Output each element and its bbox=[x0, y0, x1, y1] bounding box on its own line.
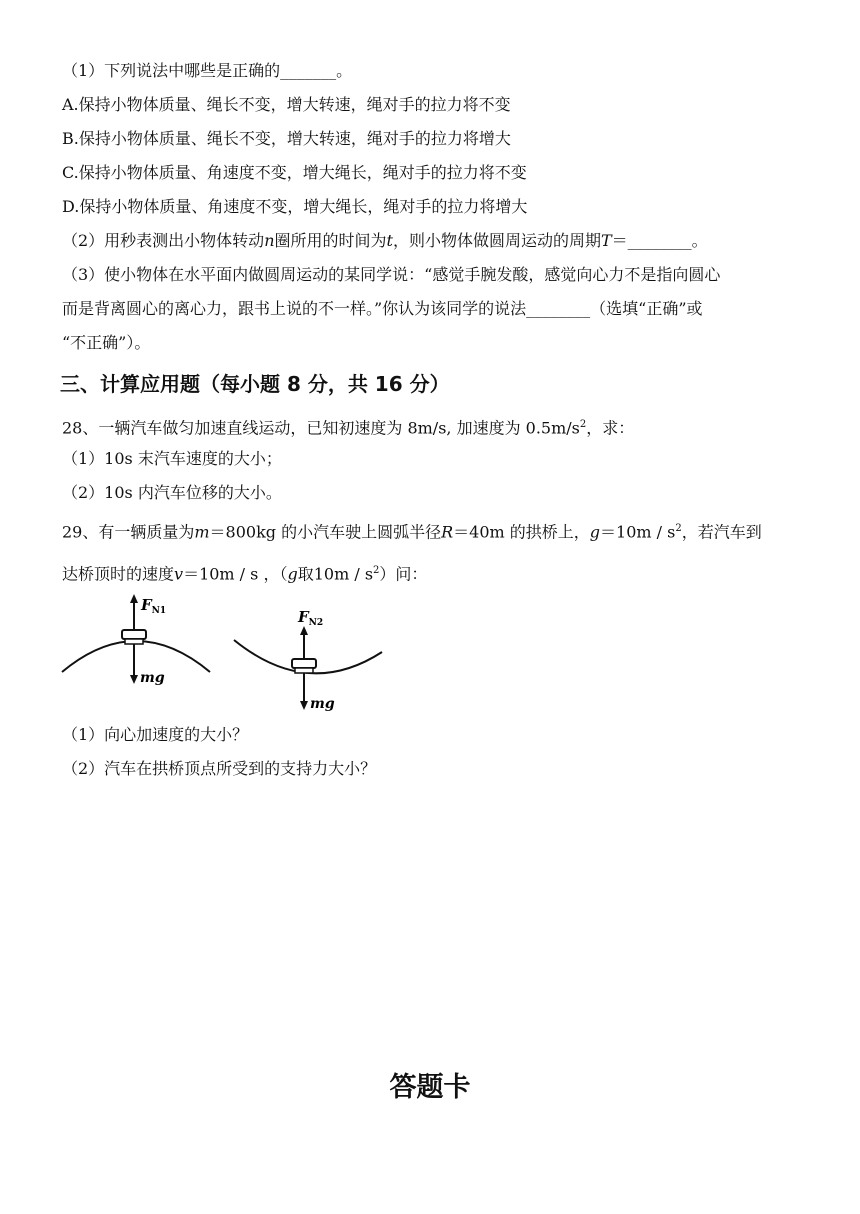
var-m: m bbox=[194, 522, 210, 542]
q27-sub1: （1）下列说法中哪些是正确的_______。 bbox=[62, 61, 353, 80]
var-g-2: g bbox=[287, 564, 298, 584]
q27-sub3-line1: （3）使小物体在水平面内做圆周运动的某同学说：“感觉手腕发酸，感觉向心力不是指向圆心 bbox=[62, 265, 721, 284]
q29-text-e: ，若汽车到 bbox=[681, 522, 762, 542]
q29-text-g: ＝10m / s ，（ bbox=[183, 564, 288, 584]
q27-option-d: D.保持小物体质量、角速度不变，增大绳长，绳对手的拉力将增大 bbox=[62, 197, 528, 216]
q28-stem-end: ，求： bbox=[586, 418, 635, 438]
q27-option-c: C.保持小物体质量、角速度不变，增大绳长，绳对手的拉力将不变 bbox=[62, 163, 527, 182]
var-g: g bbox=[589, 522, 601, 542]
var-T: T bbox=[600, 231, 612, 250]
q27-sub2-text-d: ＝________。 bbox=[611, 231, 708, 250]
arrow-head-down bbox=[130, 675, 138, 684]
q29-superscript-1: 2 bbox=[675, 523, 682, 534]
q27-option-a: A.保持小物体质量、绳长不变，增大转速，绳对手的拉力将不变 bbox=[62, 95, 511, 114]
q28-sub1: （1）10s 末汽车速度的大小； bbox=[62, 449, 282, 468]
label-normal-force-1: $F_{N1}$ bbox=[141, 596, 167, 616]
car-base-2 bbox=[295, 668, 313, 673]
q29-text-c: ＝40m 的拱桥上， bbox=[453, 522, 590, 542]
var-t: t bbox=[386, 231, 393, 250]
arrow-head-up bbox=[130, 594, 138, 603]
var-R: R bbox=[441, 522, 454, 542]
q28-superscript: 2 bbox=[579, 419, 587, 430]
q29-stem-line2 bbox=[62, 560, 427, 585]
q27-sub3-line3: “不正确”）。 bbox=[62, 333, 151, 352]
q27-sub3-line2: 而是背离圆心的离心力，跟书上说的不一样。”你认为该同学的说法________（选填“正确”或 bbox=[62, 299, 703, 318]
q29-text-b: ＝800kg 的小汽车驶上圆弧半径 bbox=[209, 522, 442, 542]
q28-stem-text: 28、一辆汽车做匀加速直线运动，已知初速度为 8m/s, 加速度为 0.5m/s bbox=[62, 418, 580, 438]
q27-sub2 bbox=[62, 230, 708, 252]
arrow-head-up-2 bbox=[300, 626, 308, 635]
q29-sub2: （2）汽车在拱桥顶点所受到的支持力大小？ bbox=[62, 759, 377, 778]
car-body-2 bbox=[292, 659, 316, 668]
section-heading: 三、计算应用题（每小题 8 分，共 16 分） bbox=[60, 372, 450, 396]
var-n: n bbox=[264, 231, 275, 250]
q29-stem-line1 bbox=[62, 518, 762, 543]
label-normal-force-2: $F_{N2}$ bbox=[298, 608, 324, 628]
q29-sub1: （1）向心加速度的大小？ bbox=[62, 725, 249, 744]
q27-sub2-text-b: 圈所用的时间为 bbox=[274, 231, 387, 250]
car-base bbox=[125, 639, 143, 644]
answer-card-title: 答题卡 bbox=[389, 1072, 471, 1103]
q29-text-a: 29、有一辆质量为 bbox=[62, 522, 195, 542]
q29-text-f: 达桥顶时的速度 bbox=[62, 564, 175, 584]
car-body bbox=[122, 630, 146, 639]
q29-text-d: ＝10m / s bbox=[600, 522, 676, 542]
q29-text-i: ）问： bbox=[379, 564, 428, 584]
q27-option-b: B.保持小物体质量、绳长不变，增大转速，绳对手的拉力将增大 bbox=[62, 129, 511, 148]
figure-convex-bridge bbox=[58, 590, 214, 694]
arrow-head-down-2 bbox=[300, 701, 308, 710]
q29-text-h: 取10m / s bbox=[297, 564, 374, 584]
q27-sub2-text-c: ，则小物体做圆周运动的周期 bbox=[392, 231, 601, 250]
convex-arc bbox=[62, 641, 210, 672]
q28-stem bbox=[62, 414, 634, 439]
var-v: v bbox=[174, 564, 184, 584]
q27-sub2-text-a: （2）用秒表测出小物体转动 bbox=[62, 231, 265, 250]
q29-superscript-2: 2 bbox=[373, 565, 380, 576]
q28-sub2: （2）10s 内汽车位移的大小。 bbox=[62, 483, 282, 502]
label-weight-2: mg bbox=[310, 696, 335, 712]
label-weight-1: mg bbox=[140, 670, 165, 686]
figure-concave-bridge bbox=[232, 590, 388, 724]
